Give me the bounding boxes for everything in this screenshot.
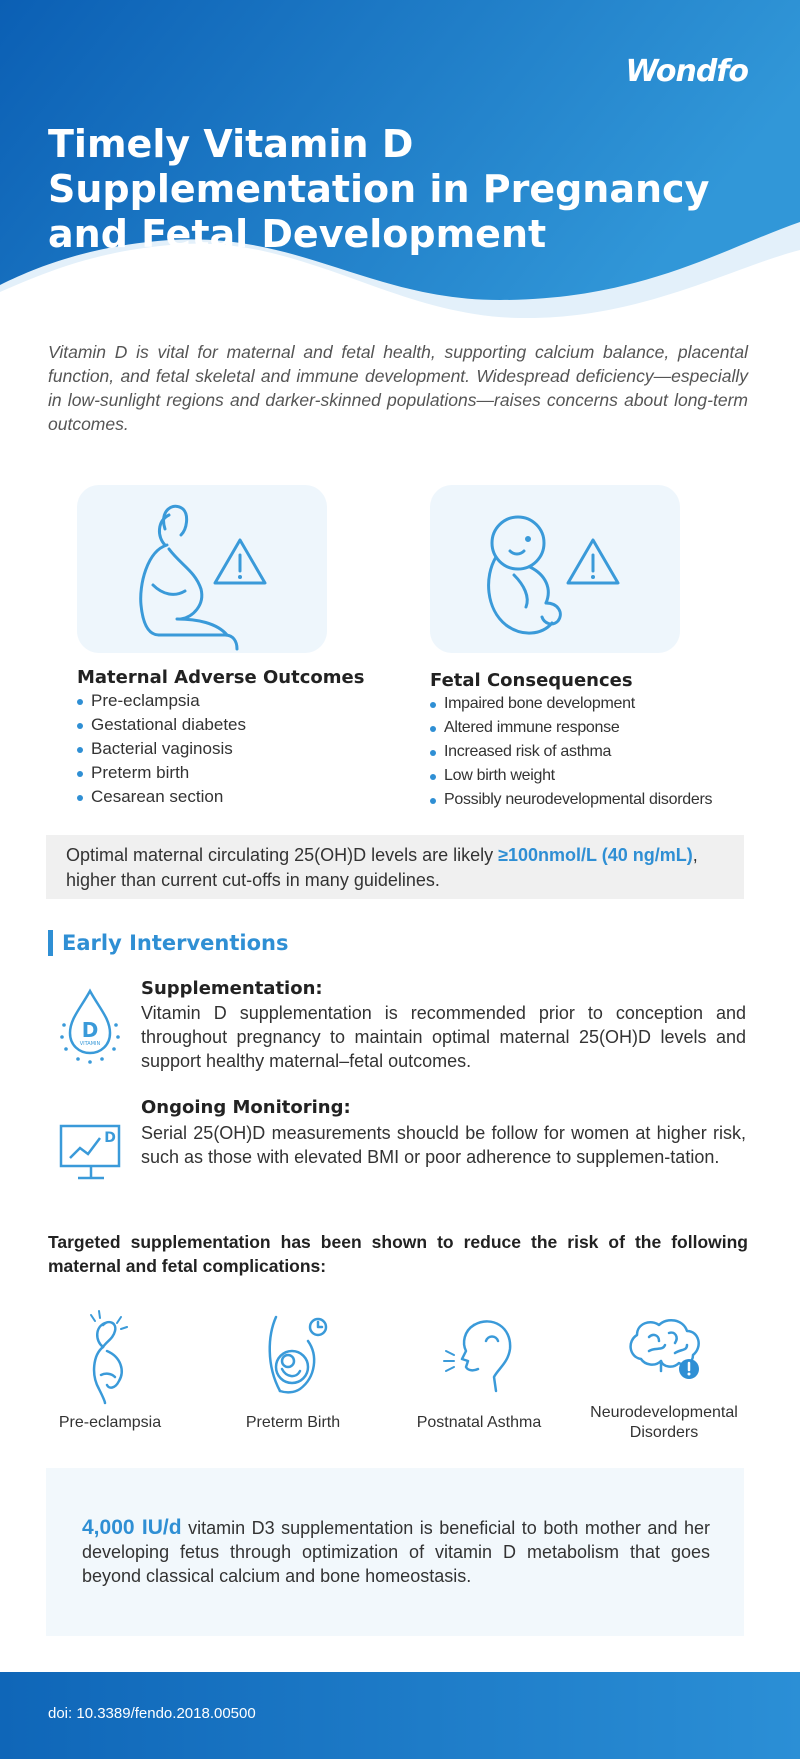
optimal-level-highlight: ≥100nmol/L (40 ng/mL) [498,845,693,865]
preterm-fetus-clock-icon [248,1305,338,1405]
complication-item-neurodevelopmental [579,1305,749,1443]
fetal-consequences-title: Fetal Consequences [430,670,633,691]
complication-label: Pre-eclampsia [58,1414,162,1431]
list-item: Low birth weight [430,764,712,788]
header-banner [0,0,800,320]
monitor-chart-icon [58,1122,124,1182]
optimal-text-suffix: , higher than current cut-offs in many guidelines. [66,845,698,890]
fetal-icon-card [430,485,680,653]
list-item: Preterm birth [77,761,246,785]
vitamin-drop-letter: D [81,1018,99,1042]
list-item: Gestational diabetes [77,713,246,737]
dose-recommendation-box [46,1468,744,1636]
vitamin-drop-caption: VITAMIN [79,1041,101,1047]
complication-item-preterm-birth [208,1305,378,1433]
complication-label: Postnatal Asthma [416,1414,542,1431]
optimal-level-box [46,835,744,899]
pregnant-woman-headache-icon [65,1305,155,1405]
list-item: Pre-eclampsia [77,689,246,713]
child-coughing-icon [434,1305,524,1405]
list-item: Impaired bone development [430,692,712,716]
dose-text: vitamin D3 supplementation is beneficial to both mother and her developing fetus through optimization of vitamin D metabolism that goes beyond classical calcium and bone homeostasis. [82,1518,710,1586]
maternal-icon-card [77,485,327,653]
pregnant-woman-warning-icon [77,485,327,653]
dose-highlight: 4,000 IU/d [82,1516,182,1539]
targeted-statement: Targeted supplementation has been shown to reduce the risk of the following maternal and fetal complications: [48,1232,748,1276]
fetal-consequences-list [430,692,712,812]
list-item: Increased risk of asthma [430,740,712,764]
supplementation-title: Supplementation: [141,978,323,999]
maternal-outcomes-title: Maternal Adverse Outcomes [77,667,365,688]
page-title: Timely Vitamin D Supplementation in Pregnancy and Fetal Development [48,122,710,256]
monitoring-title: Ongoing Monitoring: [141,1097,351,1118]
list-item: Cesarean section [77,785,246,809]
fetus-warning-icon [430,485,680,653]
monitor-letter: D [104,1130,116,1146]
list-item: Possibly neurodevelopmental disorders [430,788,712,812]
doi-citation: doi: 10.3389/fendo.2018.00500 [48,1705,256,1722]
maternal-outcomes-list [77,689,246,809]
complication-label: Preterm Birth [245,1414,341,1431]
list-item: Altered immune response [430,716,712,740]
complication-item-pre-eclampsia [25,1305,195,1433]
monitoring-text: Serial 25(OH)D measurements shoucld be follow for women at higher risk, such as those with elevated BMI or poor adherence to supplemen-tation. [141,1123,746,1167]
vitamin-drop-icon [58,985,122,1065]
list-item: Bacterial vaginosis [77,737,246,761]
footer-bar [0,1672,800,1759]
supplementation-text: Vitamin D supplementation is recommended prior to conception and throughout pregnancy to maintain optimal maternal 25(OH)D levels and support healthy maternal–fetal outcomes. [141,1003,746,1071]
section-title-early-interventions: Early Interventions [48,930,288,956]
brain-alert-icon [619,1305,709,1395]
intro-paragraph: Vitamin D is vital for maternal and fetal health, supporting calcium balance, placental function, and fetal skeletal and immune development. Widespread deficiency—especially in low-sunlight regions and darker-skinned populations—raises concerns about long-term outcomes. [48,342,748,434]
optimal-text-prefix: Optimal maternal circulating 25(OH)D levels are likely [66,845,499,865]
complication-label: Neurodevelopmental Disorders [590,1404,738,1441]
brand-logo: Wondfo [625,54,748,89]
complication-item-postnatal-asthma [394,1305,564,1433]
